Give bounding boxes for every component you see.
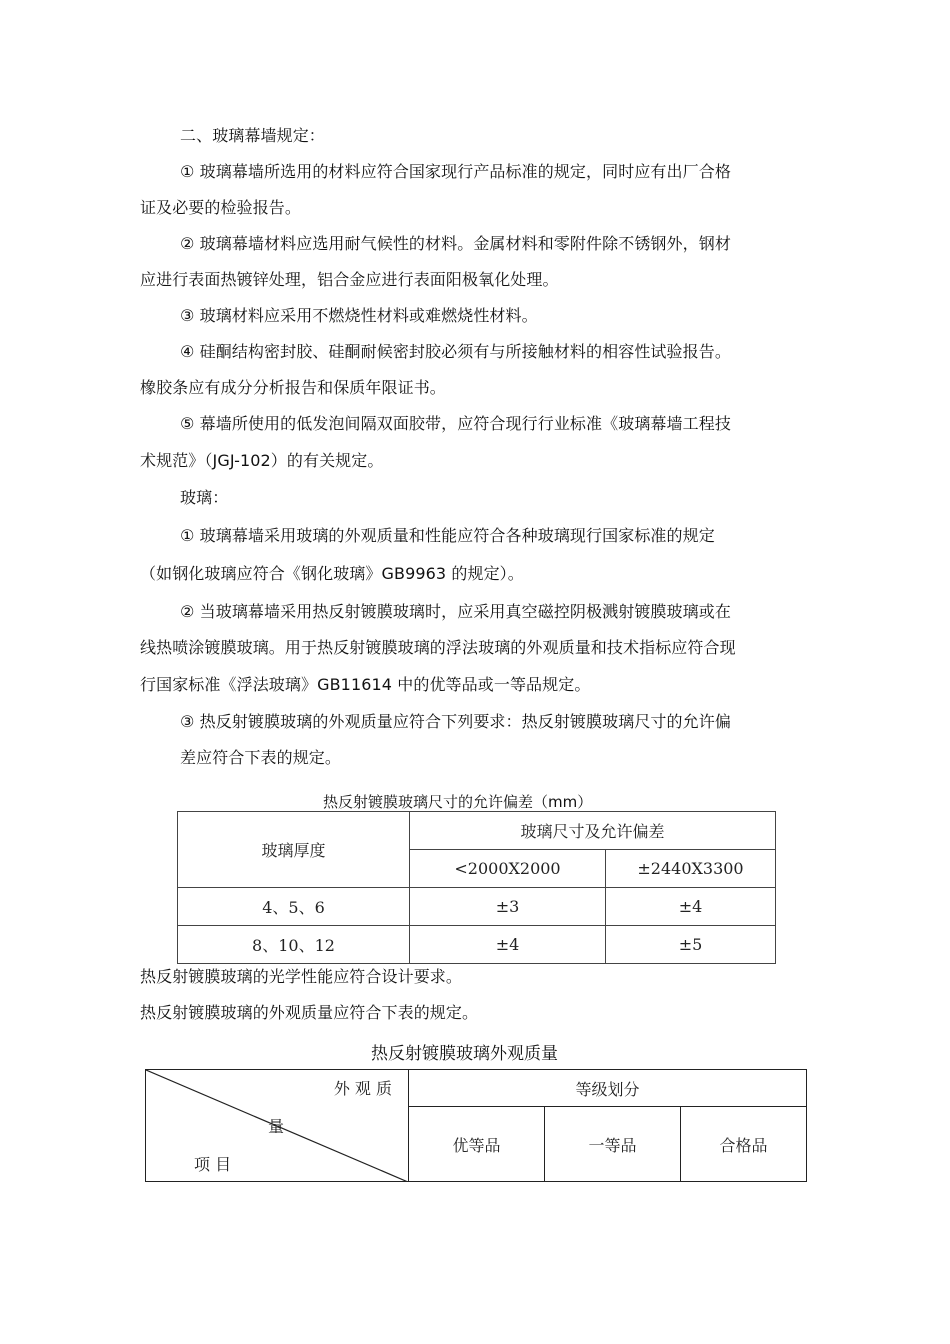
table2-header-group: 等级划分 [409, 1070, 807, 1107]
item-3-line-1: ③ 玻璃材料应采用不燃烧性材料或难燃烧性材料。 [180, 306, 538, 325]
section-title: 二、玻璃幕墙规定： [180, 126, 325, 145]
diag-label-bottom: 项 目 [194, 1155, 232, 1174]
glass-item-1-line-1: ① 玻璃幕墙采用玻璃的外观质量和性能应符合各种玻璃现行国家标准的规定 [180, 526, 715, 545]
table2-grade-qualified: 合格品 [681, 1107, 807, 1182]
table1-row2-v2: ±5 [606, 926, 776, 964]
after-table1-line-2: 热反射镀膜玻璃的外观质量应符合下表的规定。 [140, 1003, 479, 1022]
item-1-line-1: ① 玻璃幕墙所选用的材料应符合国家现行产品标准的规定，同时应有出厂合格 [180, 162, 731, 181]
glass-item-2-line-1: ② 当玻璃幕墙采用热反射镀膜玻璃时，应采用真空磁控阴极溅射镀膜玻璃或在 [180, 602, 731, 621]
item-5-line-1: ⑤ 幕墙所使用的低发泡间隔双面胶带，应符合现行行业标准《玻璃幕墙工程技 [180, 414, 731, 433]
table1-row1-thickness: 4、5、6 [178, 888, 410, 926]
item-5-line-2: 术规范》（JGJ-102）的有关规定。 [140, 451, 384, 470]
table1-row2-v1: ±4 [410, 926, 606, 964]
after-table1-line-1: 热反射镀膜玻璃的光学性能应符合设计要求。 [140, 967, 463, 986]
tolerance-table [177, 811, 776, 964]
glass-item-3-line-2: 差应符合下表的规定。 [180, 748, 342, 767]
item-1-line-2: 证及必要的检验报告。 [140, 198, 302, 217]
glass-item-2-line-3: 行国家标准《浮法玻璃》GB11614 中的优等品或一等品规定。 [140, 675, 591, 694]
table1-header-group: 玻璃尺寸及允许偏差 [410, 812, 776, 850]
diag-label-top: 外 观 质 [333, 1079, 392, 1098]
table-row [178, 888, 776, 926]
table1-row1-v1: ±3 [410, 888, 606, 926]
table1-header-thickness: 玻璃厚度 [178, 812, 410, 888]
table2-grade-excellent: 优等品 [409, 1107, 545, 1182]
table1-row1-v2: ±4 [606, 888, 776, 926]
item-2-line-1: ② 玻璃幕墙材料应选用耐气候性的材料。金属材料和零附件除不锈钢外，钢材 [180, 234, 731, 253]
table2-caption: 热反射镀膜玻璃外观质量 [371, 1044, 558, 1064]
table1-subheader-2: ±2440X3300 [606, 850, 776, 888]
table1-row2-thickness: 8、10、12 [178, 926, 410, 964]
item-2-line-2: 应进行表面热镀锌处理，铝合金应进行表面阳极氧化处理。 [140, 270, 559, 289]
glass-item-3-line-1: ③ 热反射镀膜玻璃的外观质量应符合下列要求：热反射镀膜玻璃尺寸的允许偏 [180, 712, 731, 731]
table-row [178, 926, 776, 964]
table2-grade-first: 一等品 [545, 1107, 681, 1182]
appearance-quality-table [145, 1069, 807, 1182]
glass-item-2-line-2: 线热喷涂镀膜玻璃。用于热反射镀膜玻璃的浮法玻璃的外观质量和技术指标应符合现 [140, 638, 736, 657]
glass-item-1-line-2: （如钢化玻璃应符合《钢化玻璃》GB9963 的规定）。 [140, 564, 524, 583]
item-4-line-2: 橡胶条应有成分分析报告和保质年限证书。 [140, 378, 446, 397]
item-4-line-1: ④ 硅酮结构密封胶、硅酮耐候密封胶必须有与所接触材料的相容性试验报告。 [180, 342, 731, 361]
table1-subheader-1: <2000X2000 [410, 850, 606, 888]
diag-label-mid: 量 [268, 1117, 285, 1136]
table2-diagonal-header [146, 1070, 409, 1182]
table1-caption: 热反射镀膜玻璃尺寸的允许偏差（mm） [323, 793, 593, 811]
glass-heading: 玻璃： [180, 488, 229, 507]
